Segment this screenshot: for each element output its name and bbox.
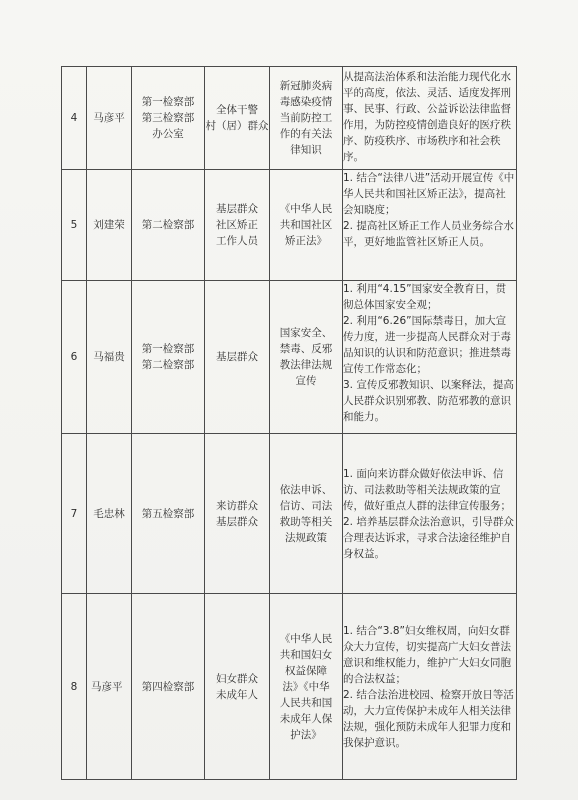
cell-line: 作的有关法 [279,128,333,140]
department [132,594,205,780]
cell-line: 第一检察部 [141,343,195,355]
measure-item: 2. 利用“6.26”国际禁毒日，加大宣传力度，进一步提高人民群众对于毒品知识的认识和防范意识；推进禁毒宣传工作常态化； [343,315,511,375]
cell-line: 第二检察部 [141,219,195,231]
measure-item: 1. 面向来访群众做好依法申诉、信访、司法救助等相关法规政策的宣传，做好重点人群的法律宣传服务； [343,467,511,512]
cell-line: 教法律法规 [279,359,333,371]
cell-line: 依法申诉、 [279,483,333,496]
row-number: 5 [62,170,87,281]
cell-line: 宣传 [295,375,317,387]
cell-line: 来访群众 [216,499,258,512]
row-number: 8 [62,594,87,780]
cell-line: 律知识 [290,144,322,156]
cell-line: 国家安全、 [279,327,333,339]
department [132,170,205,281]
responsible-person: 马福贵 [87,281,132,434]
row-number: 4 [62,67,87,170]
publicity-content [270,594,343,780]
measures [343,170,517,281]
plan-table [61,66,517,780]
table-row [62,594,517,780]
table-row [62,67,517,170]
cell-line: 救助等相关 [279,515,333,528]
table-row [62,281,517,434]
cell-line: 第二检察部 [141,359,195,371]
department [132,281,205,434]
cell-line: 村（居）群众 [205,120,269,132]
publicity-content [270,170,343,281]
table-row [62,434,517,594]
cell-line: 权益保障 [285,664,327,677]
target-audience [205,281,270,434]
cell-line: 信访、司法 [279,499,333,512]
cell-line: 社区矫正 [216,219,258,231]
department [132,67,205,170]
responsible-person: 毛忠林 [87,434,132,594]
cell-line: 矫正法》 [285,235,327,247]
cell-line: 法规政策 [285,531,327,544]
cell-line: 新冠肺炎病 [279,80,333,92]
publicity-content [270,434,343,594]
responsible-person: 刘建荣 [87,170,132,281]
cell-line: 妇女群众 [216,672,258,685]
target-audience [205,67,270,170]
cell-line: 第四检察部 [141,680,195,693]
responsible-person: 马彦平 [87,67,132,170]
publicity-content [270,281,343,434]
cell-line: 办公室 [152,128,184,140]
cell-line: 基层群众 [216,515,258,528]
cell-line: 禁毒、反邪 [279,343,333,355]
cell-line: 《中华人民 [279,203,333,215]
cell-line: 工作人员 [216,235,258,247]
measures [343,434,517,594]
cell-line: 第三检察部 [141,112,195,124]
cell-line: 毒感染疫情 [279,96,333,108]
target-audience [205,594,270,780]
cell-line: 共和国妇女 [279,648,333,661]
cell-line: 第一检察部 [141,96,195,108]
publicity-content [270,67,343,170]
measure-item: 1. 结合“3.8”妇女维权周，向妇女群众大力宣传，切实提高广大妇女普法意识和维权能力，维护广大妇女同胞的合法权益； [343,624,511,685]
target-audience [205,434,270,594]
cell-line: 《中华人民 [279,632,333,645]
cell-line: 全体干警 [216,104,258,116]
measures [343,281,517,434]
cell-line: 人民共和国 [279,696,333,709]
responsible-person: 马彦平 [87,594,132,780]
measure-item: 从提高法治体系和法治能力现代化水平的高度，依法、灵活、适度发挥刑事、民事、行政、公益诉讼法律监督作用，为防控疫情创造良好的医疗秩序、防疫秩序、市场秩序和社会秩序。 [343,71,511,163]
measure-item: 2. 提高社区矫正工作人员业务综合水平，更好地监管社区矫正人员。 [343,220,514,248]
cell-line: 第五检察部 [141,507,195,520]
measure-item: 1. 利用“4.15”国家安全教育日，贯彻总体国家安全观； [343,283,507,311]
target-audience [205,170,270,281]
table-row [62,170,517,281]
row-number: 6 [62,281,87,434]
measure-item: 1. 结合“法律八进”活动开展宣传《中华人民共和国社区矫正法》，提高社会知晓度； [343,172,515,216]
cell-line: 法》《中华 [282,680,330,693]
measure-item: 2. 培养基层群众法治意识，引导群众合理表达诉求，寻求合法途径维护自身权益。 [343,515,514,560]
measure-item: 2. 结合法治进校园、检察开放日等活动，大力宣传保护未成年人相关法律法规，强化预防未成年人犯罪力度和我保护意识。 [343,688,514,749]
measures [343,67,517,170]
measure-item: 3. 宣传反邪教知识、以案释法，提高人民群众识别邪教、防范邪教的意识和能力。 [343,379,514,423]
cell-line: 共和国社区 [279,219,333,231]
cell-line: 基层群众 [216,351,258,363]
cell-line: 护法》 [290,728,322,741]
cell-line: 未成年人保 [279,712,333,725]
cell-line: 当前防控工 [279,112,333,124]
measures [343,594,517,780]
department [132,434,205,594]
cell-line: 基层群众 [216,203,258,215]
row-number: 7 [62,434,87,594]
cell-line: 未成年人 [216,688,258,701]
